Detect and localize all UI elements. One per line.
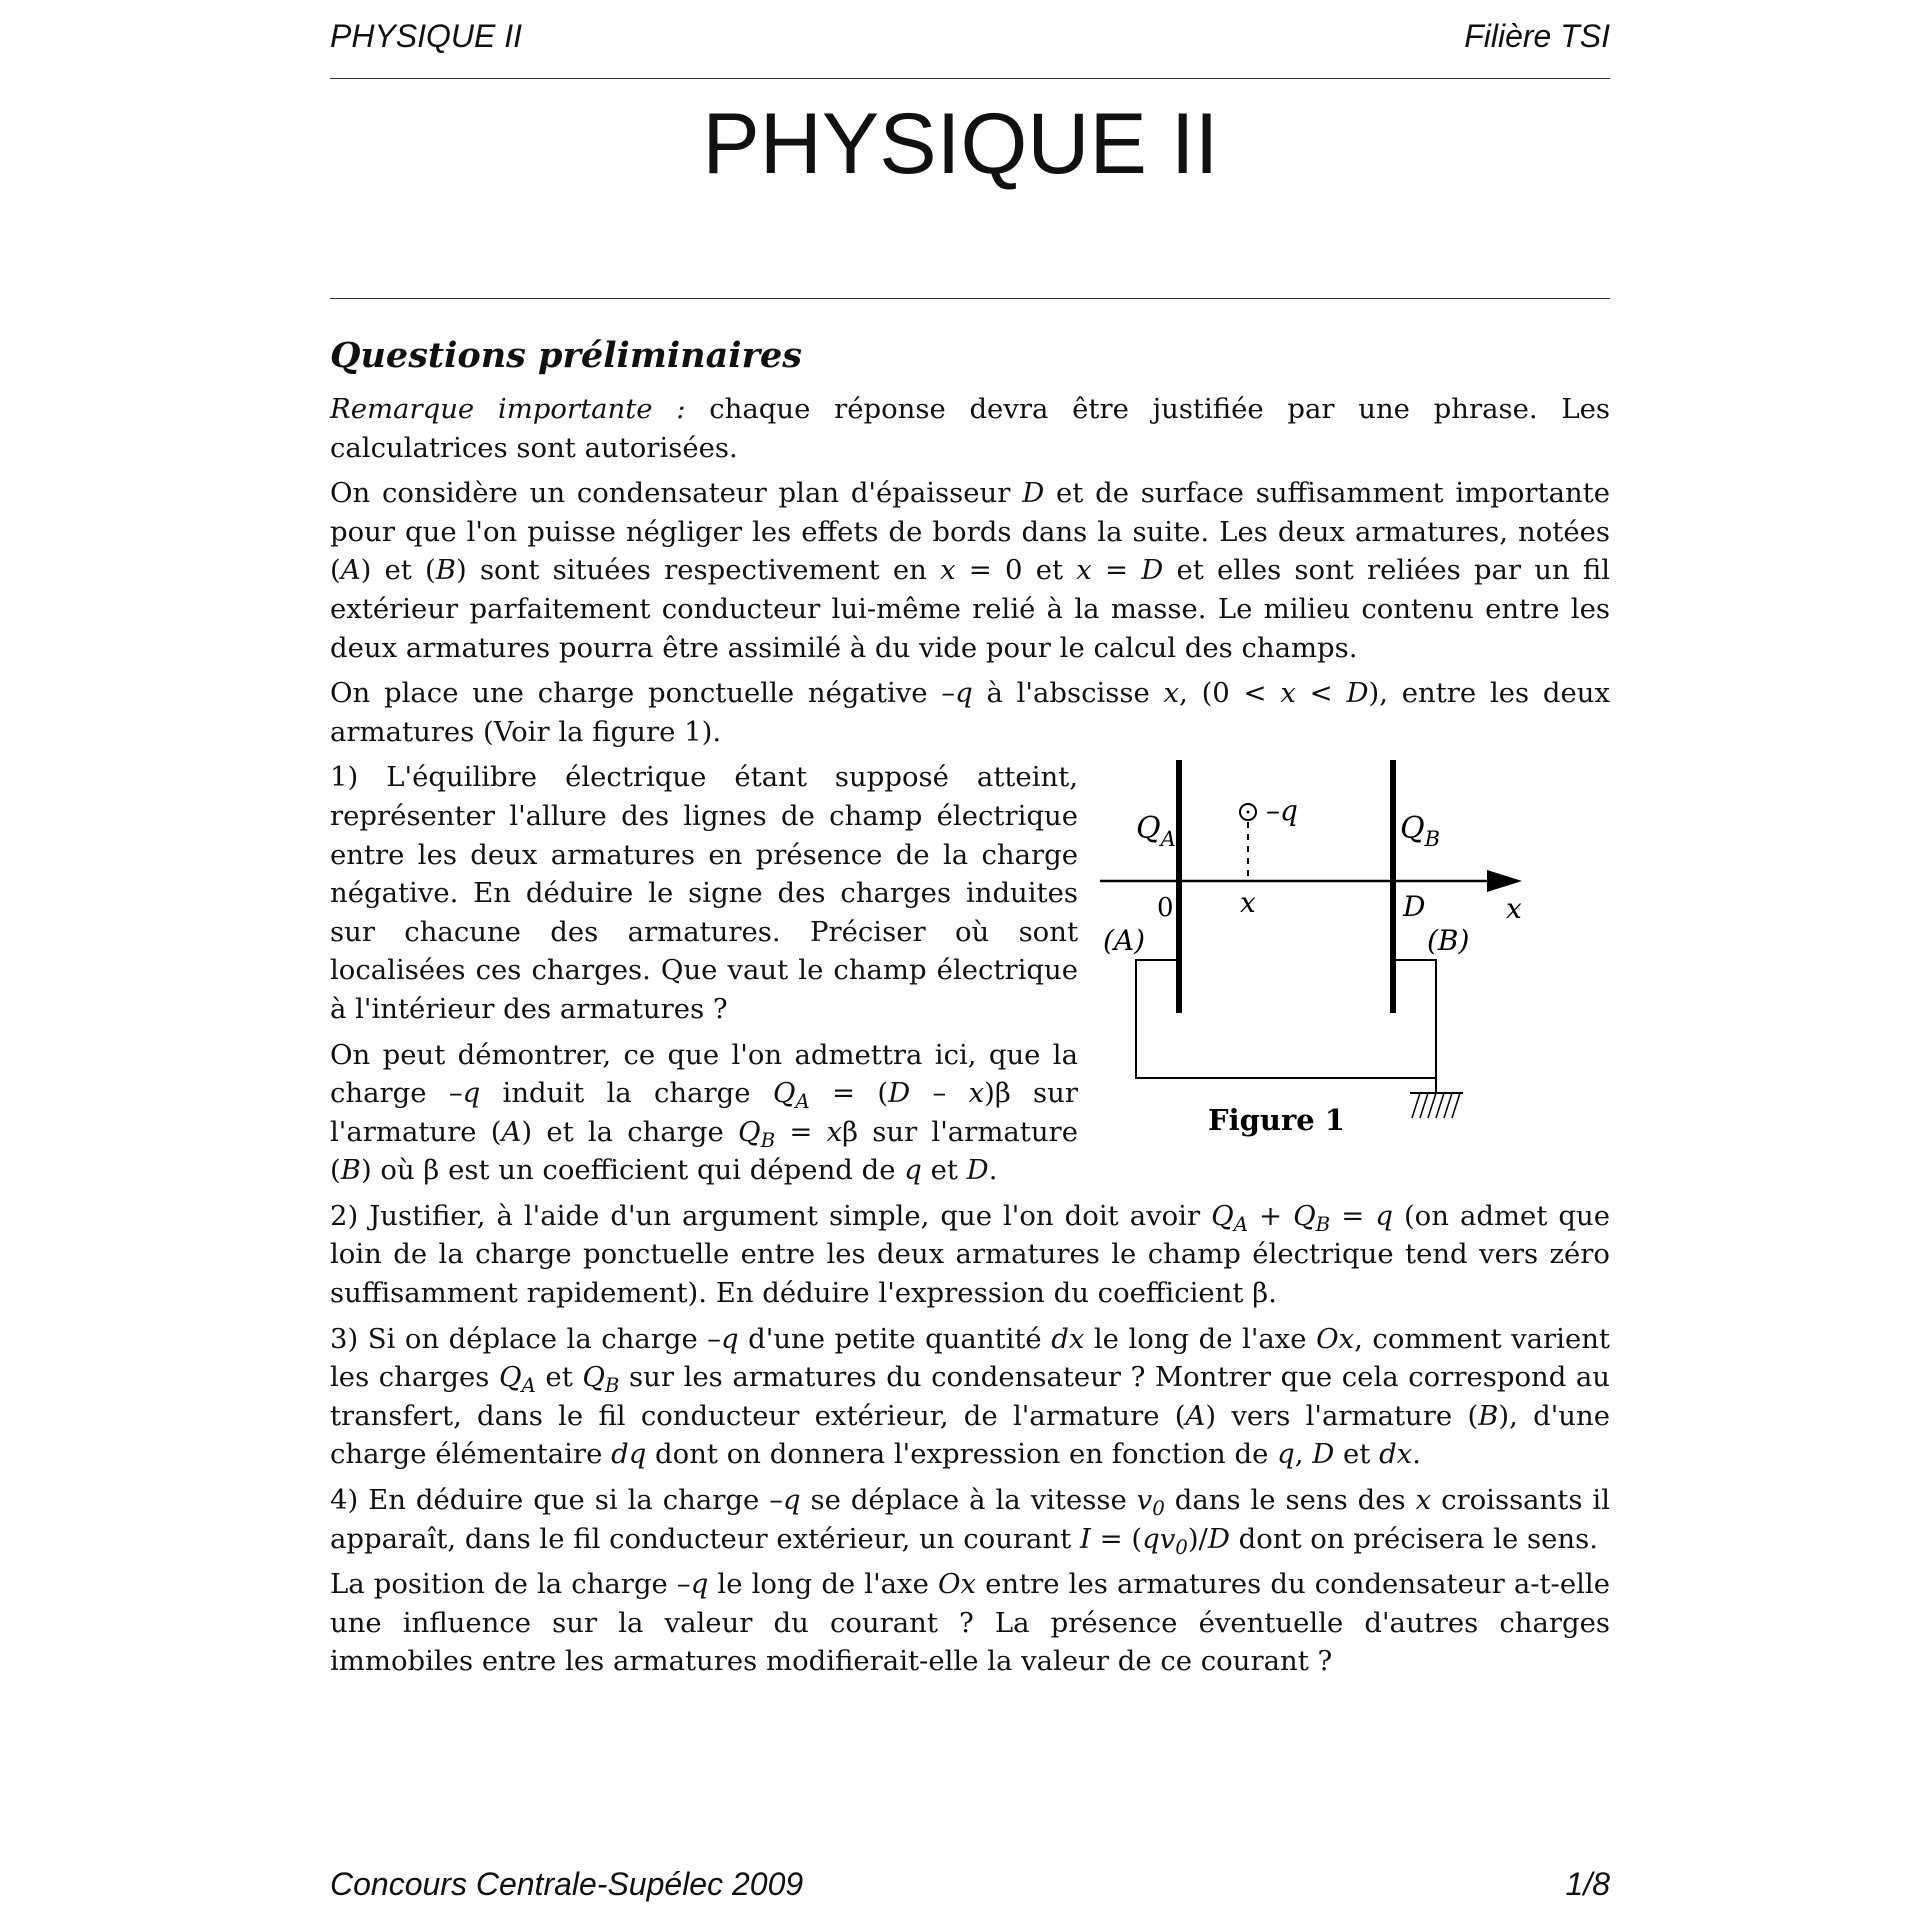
math-symbol: dq: [611, 1438, 647, 1471]
paragraph-position: [330, 1565, 1610, 1681]
label-origin: 0: [1157, 893, 1174, 923]
math-symbol: q: [955, 677, 973, 710]
math-symbol: v: [1136, 1484, 1153, 1517]
text-run: =: [1091, 554, 1142, 587]
figure-caption: Figure 1: [1208, 1103, 1345, 1137]
text-run: +: [1248, 1199, 1294, 1232]
text-run: induit la charge: [480, 1077, 773, 1110]
math-symbol: A: [501, 1115, 522, 1148]
label-qb: $Q_B$: [1400, 811, 1441, 851]
subscript: A: [1233, 1212, 1248, 1236]
text-run: 3) Si on déplace la charge –: [330, 1322, 722, 1355]
math-symbol: B: [435, 554, 457, 587]
label-x-position: x: [1240, 886, 1256, 919]
text-run: ) et la charge: [521, 1115, 739, 1148]
text-run: =: [775, 1115, 827, 1148]
text-run: = (: [809, 1077, 889, 1110]
math-symbol: q: [1375, 1199, 1393, 1232]
math-symbol: D: [1346, 677, 1369, 710]
text-run: Remarque importante :: [330, 393, 686, 425]
text-run: , comment varient les charges: [330, 1322, 1610, 1394]
math-symbol: D: [1022, 477, 1045, 510]
paragraph-q4: [330, 1481, 1610, 1558]
text-run: β sur l'armature (: [330, 1115, 1078, 1187]
text-run: ) où β est un coefficient qui dépend de: [360, 1154, 905, 1187]
footer-page-number: 1/8: [1565, 1866, 1610, 1902]
math-symbol: q: [690, 1568, 709, 1601]
text-run: et: [535, 1361, 583, 1394]
text-run: (on admet que loin de la charge ponctuelle entre les deux armatures le champ électrique tend vers zéro suffisamment rapidement). En déduire l'expression du coefficient β.: [330, 1199, 1610, 1310]
label-charge: –q: [1266, 794, 1298, 827]
label-armature-b: (B): [1427, 924, 1470, 957]
text-run: On peut démontrer, ce que l'on admettra ici, que la charge –: [330, 1038, 1078, 1110]
text-run: dont on donnera l'expression en fonction de: [646, 1438, 1278, 1471]
footer-contest: Concours Centrale-Supélec 2009: [330, 1866, 804, 1902]
text-run: <: [1295, 677, 1347, 710]
text-run: ), d'une charge élémentaire: [330, 1399, 1610, 1471]
math-symbol: q: [721, 1322, 739, 1355]
math-symbol: D: [1207, 1522, 1230, 1555]
paragraph-q2: [330, 1197, 1610, 1313]
math-symbol: x: [1280, 677, 1296, 710]
math-symbol: Ox: [937, 1568, 977, 1601]
text-run: 1) L'équilibre électrique étant supposé atteint, représenter l'allure des lignes de champ électrique entre les deux armatures en présence de la charge négative. En déduire le signe des charges induites sur chacune des armatures. Préciser où sont localisées ces charges. Que vaut le champ électrique à l'intérieur des armatures ?: [330, 761, 1078, 1025]
math-symbol: dx: [1051, 1322, 1085, 1355]
body-text: [330, 390, 1610, 1688]
text-run: à l'abscisse: [972, 677, 1164, 710]
page-title: PHYSIQUE II: [702, 96, 1219, 192]
math-symbol: q: [904, 1154, 922, 1187]
title-rule: [330, 298, 1610, 299]
math-symbol: Q: [1293, 1199, 1316, 1232]
math-symbol: Q: [499, 1361, 522, 1394]
text-run: La position de la charge –: [330, 1568, 691, 1601]
subscript: 0: [1175, 1535, 1188, 1559]
paragraph-intro: [330, 474, 1610, 667]
text-run: ) sont situées respectivement en: [456, 554, 941, 587]
math-symbol: D: [1141, 554, 1164, 587]
subscript: B: [604, 1374, 620, 1398]
text-run: et de surface suffisamment importante pour que l'on puisse négliger les effets de bords dans la suite. Les deux armatures, notées (: [330, 477, 1611, 587]
text-run: chaque réponse devra être justifiée par une phrase. Les calculatrices sont autorisées.: [330, 393, 1610, 464]
text-run: et: [1334, 1438, 1380, 1471]
math-symbol: q: [462, 1077, 481, 1110]
text-run: , (0 <: [1179, 677, 1281, 710]
math-symbol: Q: [1211, 1199, 1234, 1232]
text-run: ) et (: [360, 554, 436, 587]
text-run: 4) En déduire que si la charge –: [330, 1484, 783, 1517]
text-run: –: [910, 1077, 969, 1110]
text-run: )/: [1187, 1522, 1208, 1555]
math-symbol: x: [1415, 1484, 1432, 1517]
math-symbol: Q: [772, 1077, 796, 1110]
text-run: et elles sont reliées par un fil extérieur parfaitement conducteur lui-même relié à la masse. Le milieu contenu entre les deux armatures pourra être assimilé à du vide pour le calcul des champs.: [330, 554, 1610, 664]
math-symbol: A: [1185, 1399, 1206, 1432]
math-symbol: q: [782, 1484, 801, 1517]
math-symbol: dx: [1379, 1438, 1413, 1471]
text-run: On place une charge ponctuelle négative –: [330, 677, 956, 710]
label-axis-x: x: [1506, 892, 1522, 925]
text-run: le long de l'axe: [1084, 1322, 1317, 1355]
paragraph-charge: [330, 674, 1610, 751]
text-run: ,: [1294, 1438, 1313, 1471]
subscript: A: [521, 1374, 536, 1398]
subscript: B: [760, 1128, 776, 1152]
text-run: ), entre les deux armatures (Voir la figure 1).: [330, 677, 1610, 748]
math-symbol: x: [1076, 554, 1092, 587]
text-run: 2) Justifier, à l'aide d'un argument simple, que l'on doit avoir: [330, 1199, 1212, 1232]
section-title: Questions préliminaires: [330, 335, 802, 376]
label-qa: $Q_A$: [1136, 811, 1176, 851]
header-rule: [330, 78, 1610, 79]
math-symbol: D: [888, 1077, 911, 1110]
math-symbol: x: [940, 554, 956, 587]
math-symbol: Q: [738, 1115, 761, 1148]
paragraph-remarque: [330, 390, 1610, 467]
math-symbol: x: [1163, 677, 1180, 710]
paragraph-q1: [330, 758, 1078, 1028]
math-symbol: D: [966, 1154, 989, 1187]
label-armature-a: (A): [1103, 924, 1146, 957]
subscript: B: [1315, 1212, 1331, 1236]
text-run: le long de l'axe: [708, 1568, 938, 1601]
text-run: ) vers l'armature (: [1205, 1399, 1479, 1432]
math-symbol: Ox: [1316, 1322, 1355, 1355]
text-run: = (: [1090, 1522, 1143, 1555]
text-run: sur les armatures du condensateur ? Montrer que cela correspond au transfert, dans le fil conducteur extérieur, de l'armature (: [330, 1361, 1611, 1432]
math-symbol: q: [1277, 1438, 1295, 1471]
text-run: On considère un condensateur plan d'épaisseur: [330, 477, 1023, 510]
text-run: d'une petite quantité: [738, 1322, 1052, 1355]
text-run: croissants il apparaît, dans le fil conducteur extérieur, un courant: [330, 1484, 1610, 1555]
math-symbol: qv: [1142, 1522, 1176, 1555]
text-run: et: [921, 1154, 967, 1187]
text-run: .: [1412, 1438, 1421, 1471]
math-symbol: Q: [582, 1361, 605, 1394]
math-symbol: A: [340, 554, 361, 587]
paragraph-admis: [330, 1036, 1078, 1190]
math-symbol: x: [968, 1077, 985, 1110]
text-run: = 0 et: [955, 554, 1077, 587]
text-run: entre les armatures du condensateur a-t-elle une influence sur la valeur du courant ? La présence éventuelle d'autres charges immobiles entre les armatures modifierait-elle la valeur de ce courant ?: [330, 1568, 1610, 1678]
text-run: )β sur l'armature (: [330, 1077, 1079, 1148]
header-subject: PHYSIQUE II: [330, 18, 523, 54]
text-run: se déplace à la vitesse: [800, 1484, 1137, 1517]
subscript: A: [795, 1090, 810, 1114]
label-d: D: [1403, 890, 1426, 923]
math-symbol: B: [1478, 1399, 1499, 1432]
header-track: Filière TSI: [1464, 18, 1610, 54]
math-symbol: x: [826, 1115, 843, 1148]
paragraph-q3: [330, 1320, 1610, 1474]
math-symbol: B: [340, 1154, 361, 1187]
math-symbol: D: [1312, 1438, 1335, 1471]
subscript: 0: [1152, 1496, 1165, 1520]
text-run: dont on précisera le sens.: [1229, 1522, 1598, 1555]
math-symbol: I: [1079, 1522, 1091, 1555]
text-run: .: [988, 1154, 998, 1187]
text-run: dans le sens des: [1164, 1484, 1416, 1517]
text-run: =: [1330, 1199, 1376, 1232]
